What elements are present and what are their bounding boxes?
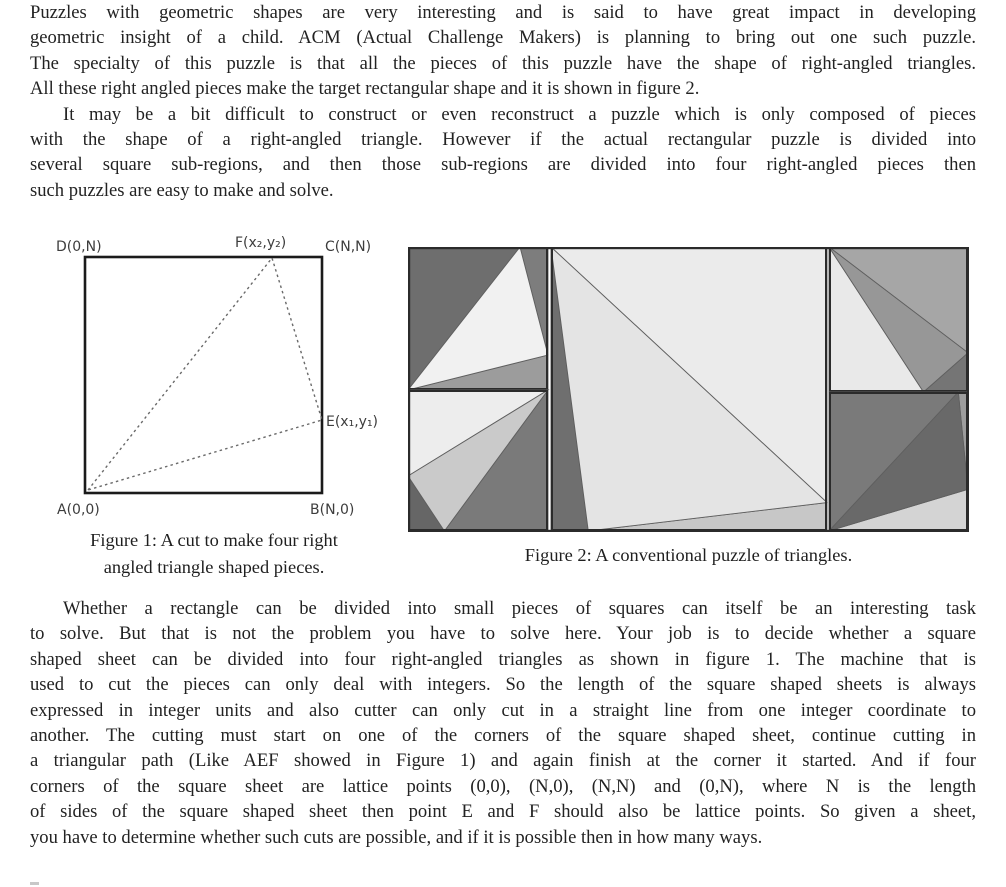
text-line: shaped sheet can be divided into four right-angled triangles as shown in figure 1. The machine that is: [30, 648, 976, 670]
text-line: expressed in integer units and also cutter can only cut in a straight line from one integer coordinate to: [30, 699, 976, 721]
text-line: with the shape of a right-angled triangle. However if the actual rectangular puzzle is divided into: [30, 129, 976, 151]
text-line: of sides of the square shaped sheet then point E and F should also be lattice points. So given a sheet,: [30, 801, 976, 823]
text-line: All these right angled pieces make the target rectangular shape and it is shown in figure 2.: [30, 78, 700, 100]
text-line: a triangular path (Like AEF showed in Figure 1) and again finish at the corner it started. And if four: [30, 750, 976, 772]
text-line: you have to determine whether such cuts are possible, and if it is possible then in how many ways.: [30, 826, 763, 848]
text-line: Whether a rectangle can be divided into small pieces of squares can itself be an interesting task: [63, 598, 976, 619]
corner-label-c: C(N,N): [325, 239, 372, 255]
corner-label-a: A(0,0): [57, 502, 100, 518]
text-line: geometric insight of a child. ACM (Actual Challenge Makers) is planning to bring out one such puzzle.: [30, 27, 976, 49]
point-label-e: E(x₁,y₁): [326, 414, 379, 430]
text-line: another. The cutting must start on one of the corners of the square shaped sheet, continue cutting in: [30, 725, 976, 747]
figure2-puzzle-image: [408, 247, 969, 532]
text-line: It may be a bit difficult to construct or even reconstruct a puzzle which is only composed of pieces: [63, 103, 976, 125]
text-line: several square sub-regions, and then those sub-regions are divided into four right-angled pieces then: [30, 154, 976, 176]
text-line: Puzzles with geometric shapes are very interesting and is said to have great impact in developing: [30, 2, 976, 23]
text-line: corners of the square sheet are lattice points (0,0), (N,0), (N,N) and (0,N), where N is the length: [30, 775, 976, 797]
figure2-caption: Figure 2: A conventional puzzle of triangles.: [524, 545, 853, 565]
figure1-caption: [28, 527, 400, 580]
figure1-caption-line1: Figure 1: A cut to make four right: [90, 530, 338, 550]
paragraph-block-bottom: [30, 596, 976, 850]
corner-label-b: B(N,0): [310, 502, 355, 518]
paragraph-block-top: [30, 0, 976, 203]
corner-label-d: D(0,N): [56, 239, 102, 255]
text-line: used to cut the pieces can only deal with integers. So the length of the square shaped sheets is always: [30, 674, 976, 696]
figure1-caption-line2: angled triangle shaped pieces.: [103, 556, 325, 577]
figure1-square-outline: [85, 257, 322, 493]
figure1-diagram: [40, 230, 390, 525]
text-line: The specialty of this puzzle is that all the pieces of this puzzle have the shape of right-angled triangles.: [30, 52, 976, 74]
text-line: to solve. But that is not the problem you have to solve here. Your job is to decide whether a square: [30, 623, 976, 645]
point-label-f: F(x₂,y₂): [235, 235, 287, 251]
figure1-cut-path: [88, 258, 322, 490]
partial-text-fragment: [30, 882, 39, 885]
text-line: such puzzles are easy to make and solve.: [30, 179, 334, 201]
